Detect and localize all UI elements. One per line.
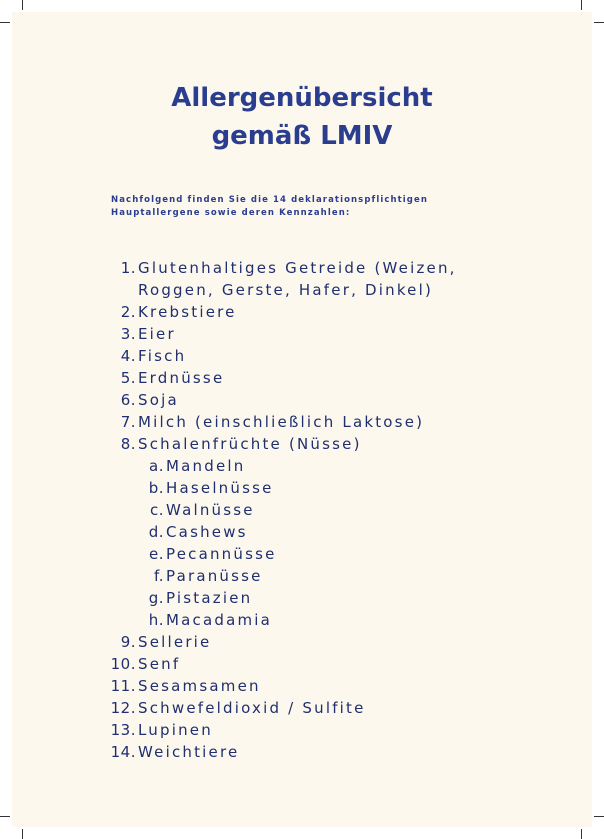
item-letter: b. <box>148 479 164 497</box>
item-label: Schalenfrüchte (Nüsse) <box>138 435 362 453</box>
crop-mark <box>22 0 23 10</box>
crop-mark <box>594 816 604 817</box>
item-label: Senf <box>138 655 181 673</box>
item-label: Schwefeldioxid / Sulfite <box>138 699 366 717</box>
item-letter: g. <box>148 589 164 607</box>
item-label: Mandeln <box>166 457 246 475</box>
item-letter: e. <box>149 545 164 563</box>
item-label: Pistazien <box>166 589 253 607</box>
item-label: Weichtiere <box>138 743 240 761</box>
item-number: 4. <box>120 347 136 365</box>
crop-mark <box>0 22 10 23</box>
crop-mark <box>581 0 582 10</box>
item-label: Soja <box>138 391 179 409</box>
item-number: 5. <box>120 369 136 387</box>
item-label: Pecannüsse <box>166 545 277 563</box>
item-label: Sesamsamen <box>138 677 261 695</box>
item-number: 8. <box>120 435 136 453</box>
item-label: Milch (einschließlich Laktose) <box>138 413 425 431</box>
intro-line-2: Hauptallergene sowie deren Kennzahlen: <box>111 208 351 218</box>
item-number: 2. <box>120 303 136 321</box>
item-label-line-2: Roggen, Gerste, Hafer, Dinkel) <box>138 281 434 299</box>
item-number: 13. <box>110 721 136 739</box>
item-number: 10. <box>110 655 136 673</box>
item-label: Fisch <box>138 347 187 365</box>
crop-mark <box>594 22 604 23</box>
item-label <box>138 257 457 301</box>
intro-line-1: Nachfolgend finden Sie die 14 deklarationspflichtigen <box>111 195 429 205</box>
item-label: Cashews <box>166 523 248 541</box>
crop-mark <box>0 816 10 817</box>
item-label: Haselnüsse <box>166 479 274 497</box>
item-label: Paranüsse <box>166 567 263 585</box>
item-letter: d. <box>148 523 164 541</box>
item-number: 1. <box>120 259 136 277</box>
item-number: 7. <box>120 413 136 431</box>
item-letter: h. <box>148 611 164 629</box>
item-label: Lupinen <box>138 721 213 739</box>
item-label-line-1: Glutenhaltiges Getreide (Weizen, <box>138 259 457 277</box>
item-label: Walnüsse <box>166 501 255 519</box>
title-line-1: Allergenübersicht <box>171 83 433 113</box>
item-number: 14. <box>110 743 136 761</box>
crop-mark <box>581 829 582 839</box>
item-letter: f. <box>154 567 164 585</box>
item-number: 11. <box>110 677 136 695</box>
item-number: 3. <box>120 325 136 343</box>
page-title <box>0 79 604 155</box>
item-number: 9. <box>120 633 136 651</box>
item-number: 6. <box>120 391 136 409</box>
item-label: Eier <box>138 325 176 343</box>
item-label: Sellerie <box>138 633 212 651</box>
item-label: Macadamia <box>166 611 273 629</box>
crop-mark <box>22 829 23 839</box>
intro-text <box>111 194 531 220</box>
item-letter: a. <box>149 457 164 475</box>
item-letter: c. <box>149 501 164 519</box>
item-label: Erdnüsse <box>138 369 225 387</box>
item-label: Krebstiere <box>138 303 237 321</box>
item-number: 12. <box>110 699 136 717</box>
title-line-2: gemäß LMIV <box>211 121 393 151</box>
